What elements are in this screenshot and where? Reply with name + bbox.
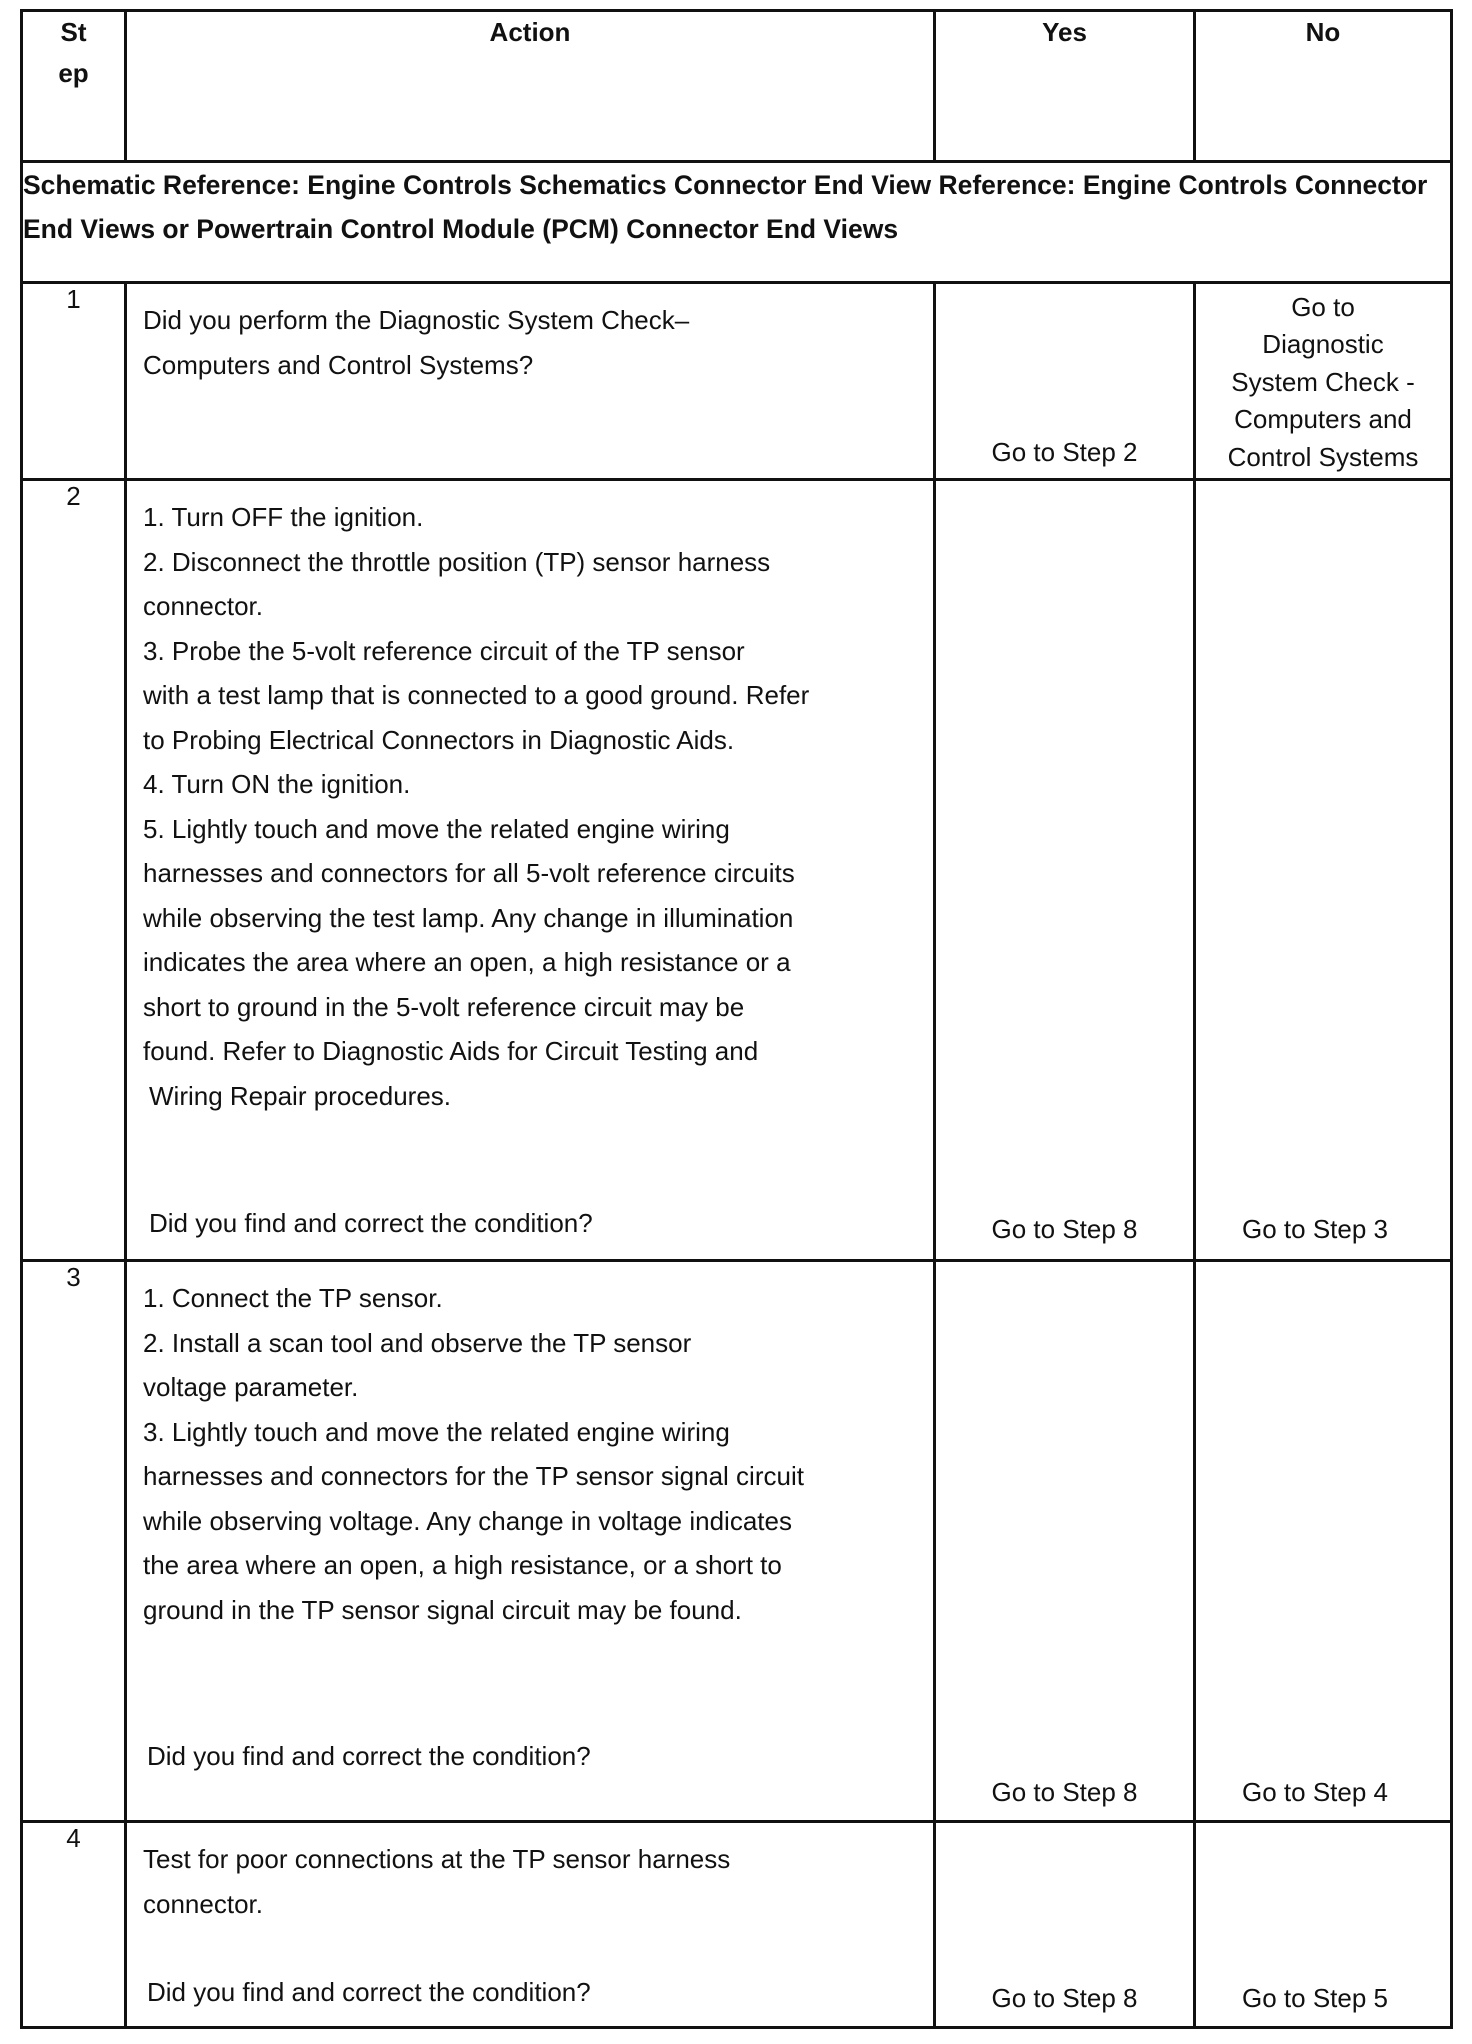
step-number: 3 — [22, 1261, 126, 1822]
step-number: 2 — [22, 480, 126, 1261]
step-number: 1 — [22, 283, 126, 480]
table-row — [22, 480, 1452, 1261]
action-line: 3. Probe the 5-volt reference circuit of the TP sensor — [143, 635, 745, 666]
action-line: ground in the TP sensor signal circuit may be found. — [143, 1594, 742, 1625]
action-cell — [126, 1822, 935, 2028]
table-header-row — [22, 11, 1452, 162]
action-line: to Probing Electrical Connectors in Diagnostic Aids. — [143, 724, 735, 755]
step-number: 4 — [22, 1822, 126, 2028]
no-result-line: Diagnostic — [1262, 329, 1384, 359]
action-question: Did you find and correct the condition? — [149, 1207, 593, 1238]
no-result: Go to Step 5 — [1242, 1983, 1388, 2013]
action-line: Did you perform the Diagnostic System Check– — [143, 305, 690, 335]
action-question: Did you find and correct the condition? — [147, 1976, 591, 2007]
no-cell — [1195, 1822, 1452, 2028]
no-result: Go to Step 4 — [1242, 1777, 1388, 1807]
yes-result: Go to Step 2 — [991, 437, 1138, 467]
action-line: connector. — [143, 1888, 263, 1919]
schematic-reference: Schematic Reference: Engine Controls Schematics Connector End View Reference: Engine Controls Connector End Views or Powertrain Control Module (PCM) Connector End Views — [22, 162, 1452, 283]
action-line: 3. Lightly touch and move the related engine wiring — [143, 1416, 730, 1447]
action-line: Wiring Repair procedures. — [149, 1080, 452, 1111]
action-line: the area where an open, a high resistance, or a short to — [143, 1550, 782, 1580]
yes-cell — [935, 1822, 1195, 2028]
yes-cell — [935, 283, 1195, 480]
action-line: 2. Install a scan tool and observe the TP sensor — [143, 1327, 692, 1358]
action-line: 2. Disconnect the throttle position (TP) sensor harness — [143, 546, 771, 577]
yes-cell — [935, 480, 1195, 1261]
schematic-reference-row — [22, 162, 1452, 283]
action-line: harnesses and connectors for all 5-volt reference circuits — [143, 858, 795, 888]
action-cell — [126, 1261, 935, 1822]
no-cell — [1195, 283, 1452, 480]
header-no: No — [1195, 11, 1452, 162]
no-result-line: Go to — [1291, 291, 1355, 322]
action-line: 1. Connect the TP sensor. — [143, 1283, 443, 1313]
no-cell — [1195, 1261, 1452, 1822]
action-cell — [126, 283, 935, 480]
yes-result: Go to Step 8 — [991, 1214, 1138, 1244]
table-row — [22, 283, 1452, 480]
action-line: Test for poor connections at the TP sensor harness — [143, 1844, 731, 1874]
diagnostic-table — [20, 9, 1453, 2029]
no-result: Go to Step 3 — [1242, 1214, 1388, 1244]
action-question: Did you find and correct the condition? — [147, 1740, 591, 1771]
no-cell — [1195, 480, 1452, 1261]
header-yes: Yes — [935, 11, 1195, 162]
action-line: with a test lamp that is connected to a good ground. Refer — [143, 680, 810, 710]
yes-cell — [935, 1261, 1195, 1822]
action-line: while observing voltage. Any change in voltage indicates — [143, 1505, 792, 1536]
no-result-line: System Check - — [1231, 366, 1415, 397]
table-row — [22, 1261, 1452, 1822]
action-line: indicates the area where an open, a high resistance or a — [143, 947, 791, 977]
no-result-line: Control Systems — [1227, 441, 1419, 472]
action-line: while observing the test lamp. Any change in illumination — [143, 902, 794, 933]
header-step: St ep — [22, 11, 126, 162]
action-line: 1. Turn OFF the ignition. — [143, 502, 424, 532]
action-line: short to ground in the 5-volt reference circuit may be — [143, 991, 745, 1022]
action-line: voltage parameter. — [143, 1372, 359, 1402]
yes-result: Go to Step 8 — [991, 1983, 1138, 2013]
action-line: harnesses and connectors for the TP sensor signal circuit — [143, 1461, 804, 1491]
table-row — [22, 1822, 1452, 2028]
action-line: found. Refer to Diagnostic Aids for Circuit Testing and — [143, 1036, 759, 1066]
action-line: Computers and Control Systems? — [143, 349, 534, 380]
action-line: connector. — [143, 591, 263, 621]
header-action: Action — [126, 11, 935, 162]
action-cell — [126, 480, 935, 1261]
action-line: 4. Turn ON the ignition. — [143, 769, 411, 799]
no-result-line: Computers and — [1234, 404, 1412, 434]
yes-result: Go to Step 8 — [991, 1777, 1138, 1807]
action-line: 5. Lightly touch and move the related engine wiring — [143, 813, 730, 844]
